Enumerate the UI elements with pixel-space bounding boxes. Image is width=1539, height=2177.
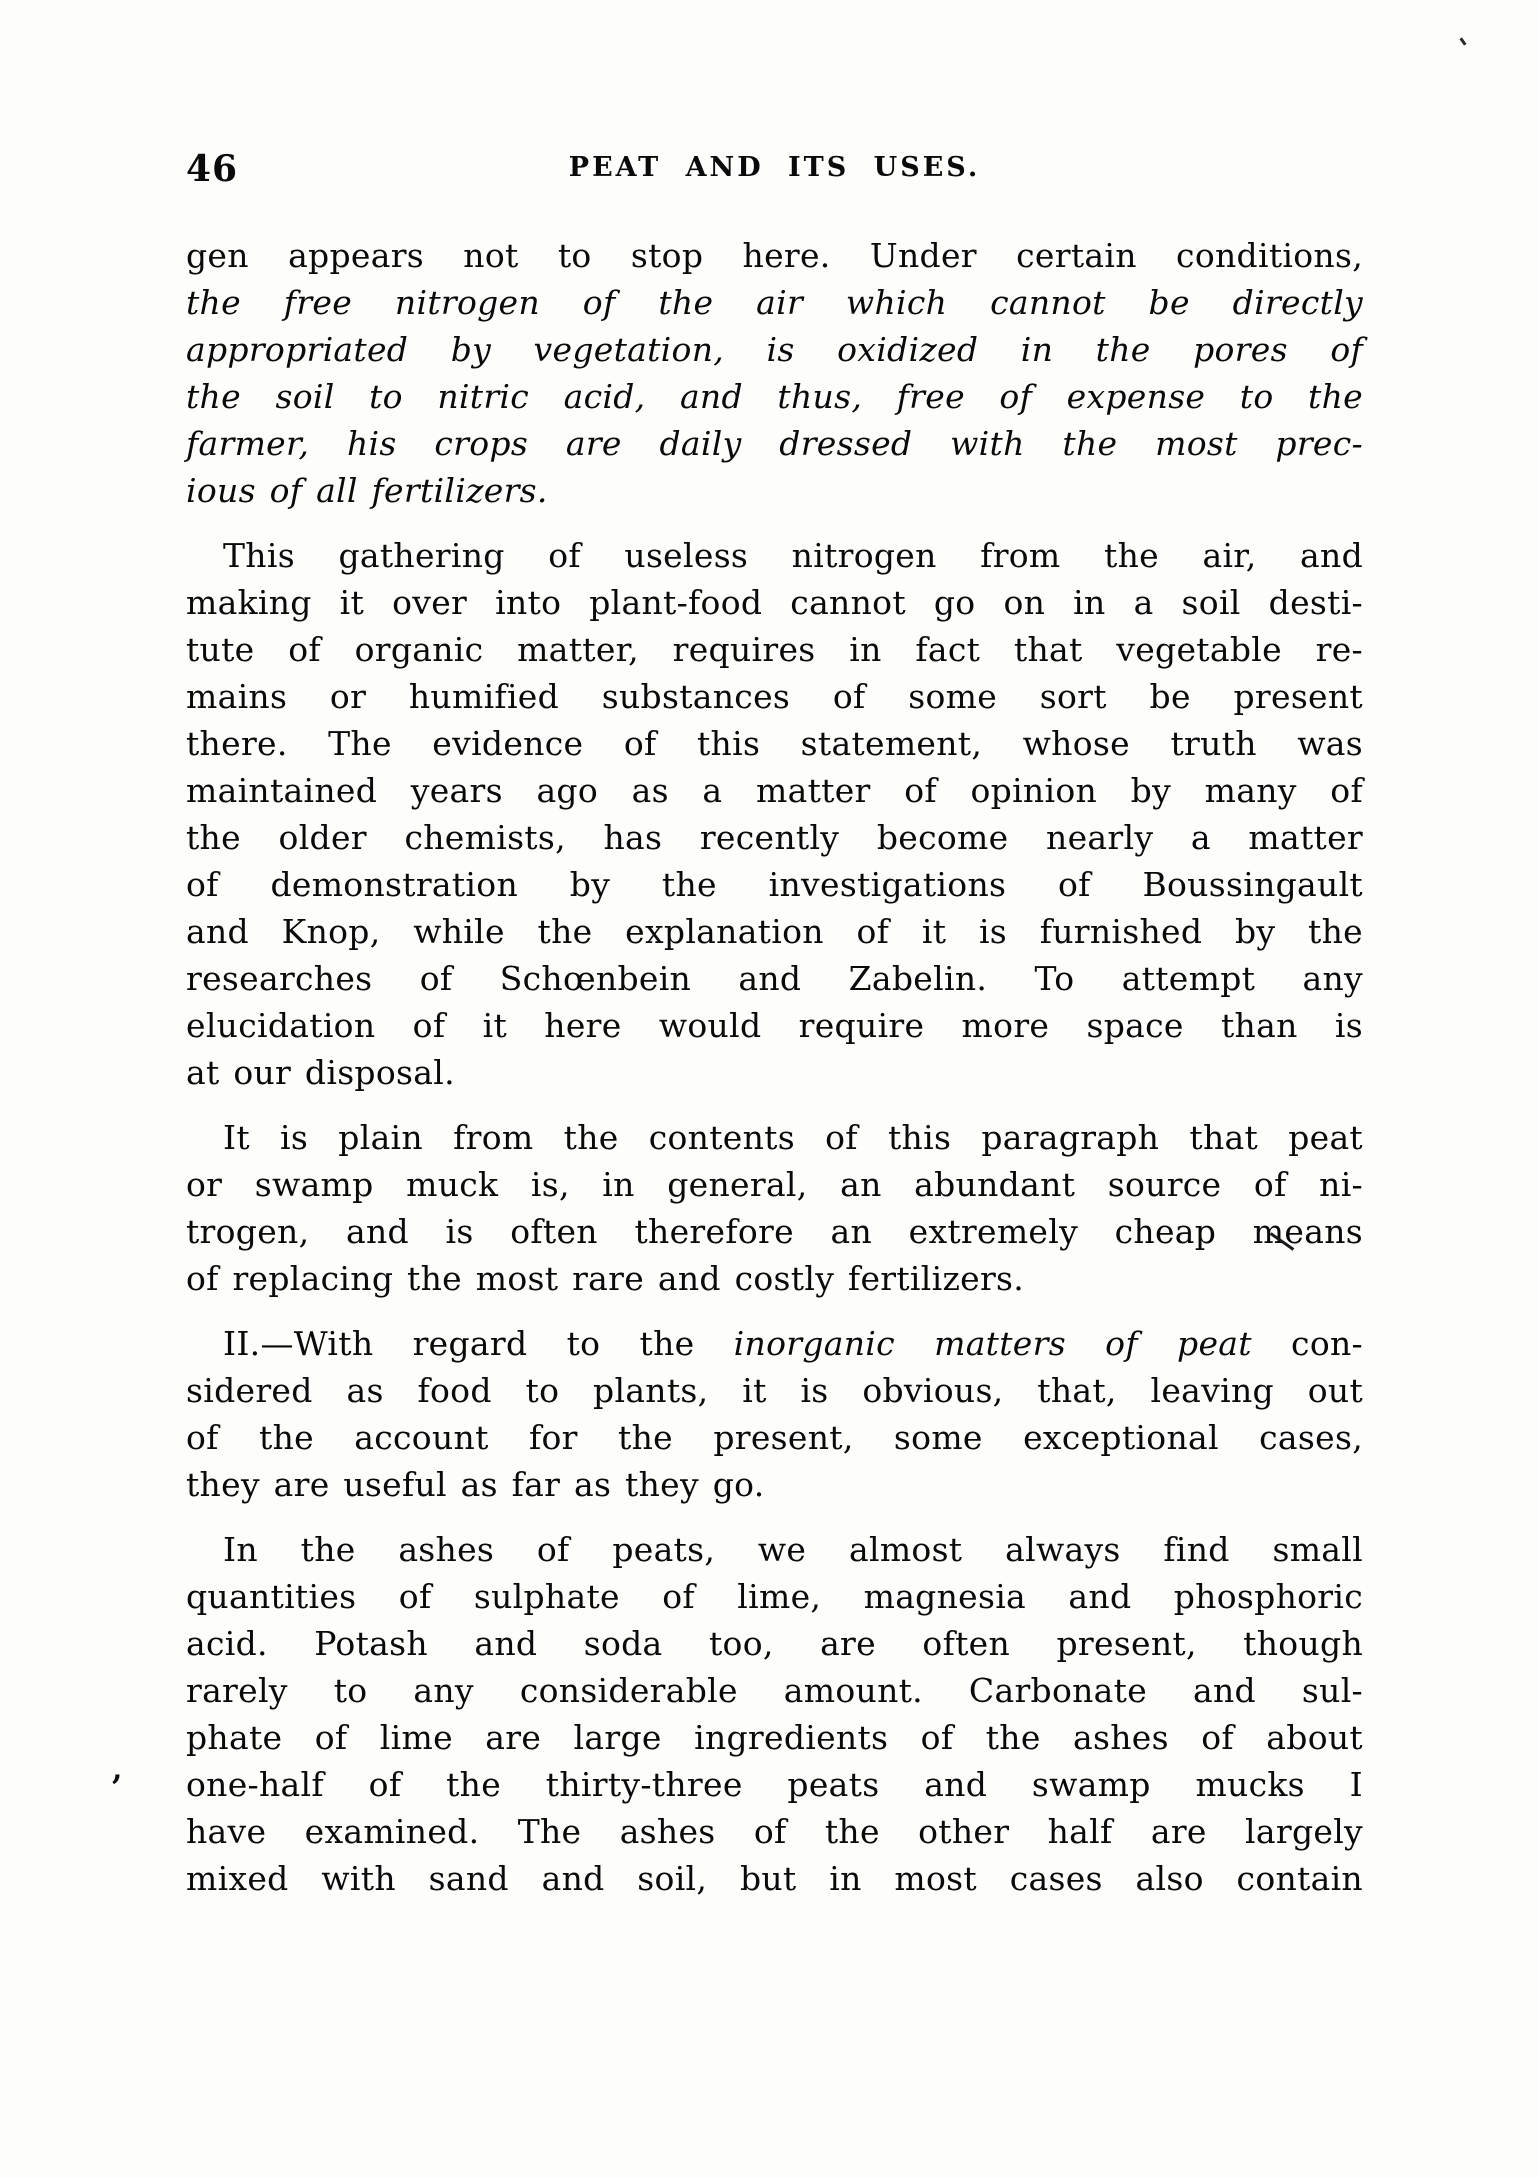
text-line <box>186 1114 1363 1161</box>
text-line <box>186 1761 1363 1808</box>
roman-text: the older chemists, has recently become nearly a matter <box>186 818 1363 857</box>
roman-text: making it over into plant-food cannot go on in a soil desti- <box>186 583 1363 622</box>
text-line <box>186 1002 1363 1049</box>
italic-text: appropriated by vegetation, is oxidized in the pores of <box>186 330 1363 369</box>
text-line <box>186 326 1363 373</box>
roman-text: have examined. The ashes of the other half are largely <box>186 1812 1363 1851</box>
text-line <box>186 467 1363 514</box>
text-line <box>186 1714 1363 1761</box>
paragraph <box>186 1114 1363 1302</box>
roman-text: mixed with sand and soil, but in most cases also contain <box>186 1859 1363 1898</box>
text-line <box>186 373 1363 420</box>
italic-text: ious of all fertilizers. <box>186 471 548 510</box>
text-line <box>186 1526 1363 1573</box>
text-line <box>186 720 1363 767</box>
roman-text: It is plain from the contents of this paragraph that peat <box>223 1118 1363 1157</box>
text-line <box>186 279 1363 326</box>
text-line <box>186 1414 1363 1461</box>
page-header <box>186 148 1363 188</box>
roman-text: quantities of sulphate of lime, magnesia and phosphoric <box>186 1577 1363 1616</box>
roman-text: acid. Potash and soda too, are often present, though <box>186 1624 1363 1663</box>
ink-mark: , <box>112 1752 123 1787</box>
roman-text: con- <box>1251 1324 1363 1363</box>
running-head-title: PEAT AND ITS USES. <box>568 152 981 183</box>
text-line <box>186 908 1363 955</box>
text-line <box>186 955 1363 1002</box>
text-line <box>186 232 1363 279</box>
text-line <box>186 579 1363 626</box>
roman-text: mains or humified substances of some sort be present <box>186 677 1363 716</box>
text-line <box>186 814 1363 861</box>
text-line <box>186 1808 1363 1855</box>
roman-text: phate of lime are large ingredients of the ashes of about <box>186 1718 1363 1757</box>
roman-text: or swamp muck is, in general, an abundant source of ni- <box>186 1165 1363 1204</box>
paragraph <box>186 1320 1363 1508</box>
roman-text: they are useful as far as they go. <box>186 1465 765 1504</box>
text-line <box>186 1667 1363 1714</box>
text-line <box>186 1367 1363 1414</box>
paragraph <box>186 1526 1363 1902</box>
roman-text: and Knop, while the explanation of it is furnished by the <box>186 912 1363 951</box>
text-line <box>186 767 1363 814</box>
italic-text: inorganic matters of peat <box>733 1324 1252 1363</box>
text-line <box>186 626 1363 673</box>
roman-text: This gathering of useless nitrogen from the air, and <box>223 536 1363 575</box>
italic-text: the free nitrogen of the air which cannot be directly <box>186 283 1363 322</box>
text-line <box>186 1461 1363 1508</box>
text-line <box>186 1855 1363 1902</box>
ink-mark <box>1459 37 1466 45</box>
text-line <box>186 1208 1363 1255</box>
page-body <box>186 232 1363 1902</box>
roman-text: of replacing the most rare and costly fertilizers. <box>186 1259 1025 1298</box>
text-line <box>186 1049 1363 1096</box>
text-line <box>186 673 1363 720</box>
roman-text: one-half of the thirty-three peats and swamp mucks I <box>186 1765 1363 1804</box>
text-line <box>186 420 1363 467</box>
paragraph <box>186 232 1363 514</box>
roman-text: of demonstration by the investigations of Boussingault <box>186 865 1363 904</box>
roman-text: gen appears not to stop here. Under certain conditions, <box>186 236 1363 275</box>
roman-text: tute of organic matter, requires in fact that vegetable re- <box>186 630 1363 669</box>
roman-text: maintained years ago as a matter of opinion by many of <box>186 771 1363 810</box>
italic-text: farmer, his crops are daily dressed with the most prec- <box>186 424 1363 463</box>
italic-text: the soil to nitric acid, and thus, free of expense to the <box>186 377 1363 416</box>
roman-text: trogen, and is often therefore an extremely cheap means <box>186 1212 1363 1251</box>
text-line <box>186 1161 1363 1208</box>
text-line <box>186 861 1363 908</box>
page-number: 46 <box>186 148 239 190</box>
roman-text: researches of Schœnbein and Zabelin. To attempt any <box>186 959 1363 998</box>
roman-text: II.—With regard to the <box>223 1324 734 1363</box>
text-line <box>186 1620 1363 1667</box>
roman-text: elucidation of it here would require more space than is <box>186 1006 1363 1045</box>
paragraph <box>186 532 1363 1096</box>
roman-text: rarely to any considerable amount. Carbonate and sul- <box>186 1671 1363 1710</box>
roman-text: of the account for the present, some exceptional cases, <box>186 1418 1363 1457</box>
roman-text: there. The evidence of this statement, whose truth was <box>186 724 1363 763</box>
roman-text: sidered as food to plants, it is obvious, that, leaving out <box>186 1371 1363 1410</box>
text-line <box>186 532 1363 579</box>
text-line <box>186 1255 1363 1302</box>
paragraphs <box>186 232 1363 1902</box>
text-line <box>186 1573 1363 1620</box>
roman-text: at our disposal. <box>186 1053 455 1092</box>
roman-text: In the ashes of peats, we almost always find small <box>223 1530 1363 1569</box>
text-line <box>186 1320 1363 1367</box>
